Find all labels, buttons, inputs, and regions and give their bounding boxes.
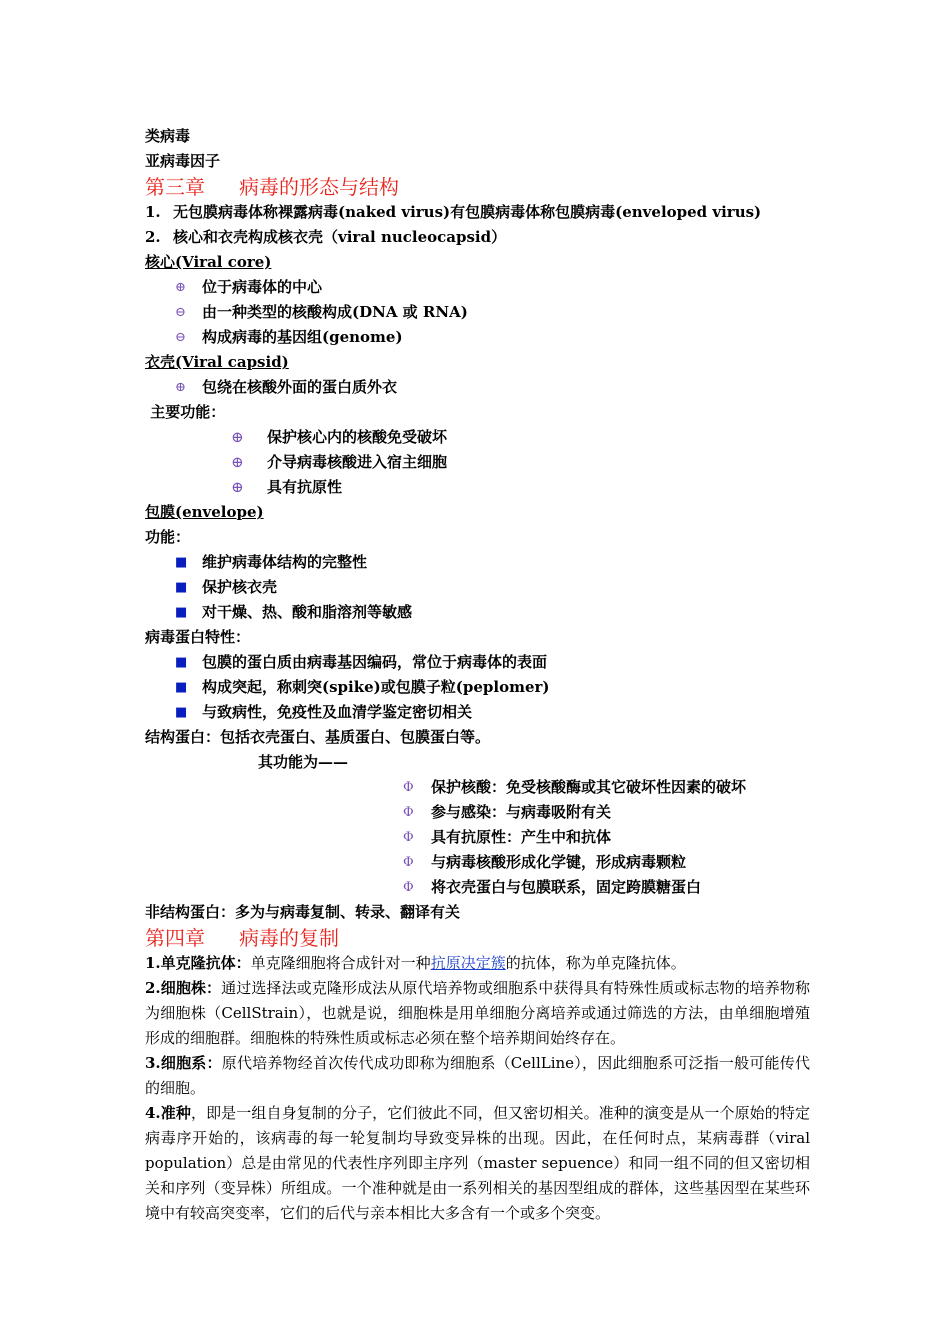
list-item: ■ 对干燥、热、酸和脂溶剂等敏感 [145,600,810,625]
text-line: 其功能为—— [258,753,349,771]
numbered-item [145,225,810,250]
text-line: 类病毒 [145,127,191,145]
chapter-number: 第三章 [145,175,205,199]
item-number: 2. [145,228,161,246]
document-page [145,124,810,1226]
text-line: 主要功能： [145,403,226,421]
phi-bullet-icon: Φ [403,780,414,795]
text-line: 非结构蛋白：多为与病毒复制、转录、翻译有关 [145,903,461,921]
circle-cross-icon: ⊕ [231,428,244,446]
term: 2.细胞株： [145,979,222,997]
phi-bullet-icon: Φ [403,855,414,870]
list-item: ■ 维护病毒体结构的完整性 [145,550,810,575]
list-item: Φ 将衣壳蛋白与包膜联系，固定跨膜糖蛋白 [145,875,810,900]
list-item: ■ 保护核衣壳 [145,575,810,600]
list-item: ⊖ 构成病毒的基因组(genome) [145,325,810,350]
list-item: Φ 具有抗原性：产生中和抗体 [145,825,810,850]
phi-bullet-icon: Φ [403,880,414,895]
circle-minus-icon: ⊖ [175,305,186,320]
list-item: Φ 与病毒核酸形成化学键，形成病毒颗粒 [145,850,810,875]
list-item: ■ 包膜的蛋白质由病毒基因编码，常位于病毒体的表面 [145,650,810,675]
square-bullet-icon: ■ [175,555,188,570]
phi-bullet-icon: Φ [403,805,414,820]
list-item: ⊖ 由一种类型的核酸构成(DNA 或 RNA) [145,300,810,325]
square-bullet-icon: ■ [175,705,188,720]
list-item: ■ 与致病性，免疫性及血清学鉴定密切相关 [145,700,810,725]
chapter-title: 病毒的形态与结构 [239,175,399,199]
circle-cross-icon: ⊕ [175,380,186,395]
circle-minus-icon: ⊖ [175,330,186,345]
definition-paragraph: 1.单克隆抗体：单克隆细胞将合成针对一种抗原决定簇的抗体，称为单克隆抗体。 [145,954,686,972]
square-bullet-icon: ■ [175,580,188,595]
antigenic-determinant-link[interactable]: 抗原决定簇 [430,954,506,972]
list-item: ■ 构成突起，称刺突(spike)或包膜子粒(peplomer) [145,675,810,700]
term: 4.准种 [145,1104,191,1122]
list-item: Φ 保护核酸：免受核酸酶或其它破坏性因素的破坏 [145,775,810,800]
circle-cross-icon: ⊕ [175,280,186,295]
square-bullet-icon: ■ [175,655,188,670]
list-item: Φ 参与感染：与病毒吸附有关 [145,800,810,825]
numbered-item [145,200,810,225]
chapter-title: 病毒的复制 [239,926,339,950]
square-bullet-icon: ■ [175,680,188,695]
definition-paragraph: 4.准种，即是一组自身复制的分子，它们彼此不同，但又密切相关。准种的演变是从一个原始的特定病毒序开始的，该病毒的每一轮复制均导致变异株的出现。因此，在任何时点，某病毒群（viral population）总是由常见的代表性序列即主序列（master sepuence）和同一组不同的但又密切相关和序列（变异株）所组成。一个准种就是由一系列相关的基因型组成的群体，这些基因型在某些环境中有较高突变率，它们的后代与亲本相比大多含有一个或多个突变。 [145,1104,810,1222]
section-heading-capsid: 衣壳(Viral capsid) [145,353,289,371]
list-item: ⊕ 具有抗原性 [145,475,810,500]
term: 1.单克隆抗体： [145,954,251,972]
definition-paragraph: 3.细胞系：原代培养物经首次传代成功即称为细胞系（CellLine），因此细胞系可泛指一般可能传代的细胞。 [145,1054,810,1097]
section-heading-core: 核心(Viral core) [145,253,272,271]
list-item: ⊕ 位于病毒体的中心 [145,275,810,300]
text-line: 病毒蛋白特性： [145,628,251,646]
term: 3.细胞系： [145,1054,222,1072]
circle-cross-icon: ⊕ [231,453,244,471]
chapter-4-heading [145,925,810,951]
chapter-number: 第四章 [145,926,205,950]
section-heading-envelope: 包膜(envelope) [145,503,264,521]
chapter-3-heading [145,174,810,200]
list-item: ⊕ 包绕在核酸外面的蛋白质外衣 [145,375,810,400]
list-item: ⊕ 介导病毒核酸进入宿主细胞 [145,450,810,475]
definition-paragraph: 2.细胞株：通过选择法或克隆形成法从原代培养物或细胞系中获得具有特殊性质或标志物的培养物称为细胞株（CellStrain），也就是说，细胞株是用单细胞分离培养或通过筛选的方法，由单细胞增殖形成的细胞群。细胞株的特殊性质或标志必须在整个培养期间始终存在。 [145,979,810,1047]
square-bullet-icon: ■ [175,605,188,620]
phi-bullet-icon: Φ [403,830,414,845]
list-item: ⊕ 保护核心内的核酸免受破坏 [145,425,810,450]
item-text: 无包膜病毒体称裸露病毒(naked virus)有包膜病毒体称包膜病毒(enveloped virus) [173,203,762,221]
circle-cross-icon: ⊕ [231,478,244,496]
text-line: 功能： [145,528,191,546]
text-line: 结构蛋白：包括衣壳蛋白、基质蛋白、包膜蛋白等。 [145,728,491,746]
text-line: 亚病毒因子 [145,152,221,170]
item-number: 1. [145,203,161,221]
item-text: 核心和衣壳构成核衣壳（viral nucleocapsid） [173,228,507,246]
